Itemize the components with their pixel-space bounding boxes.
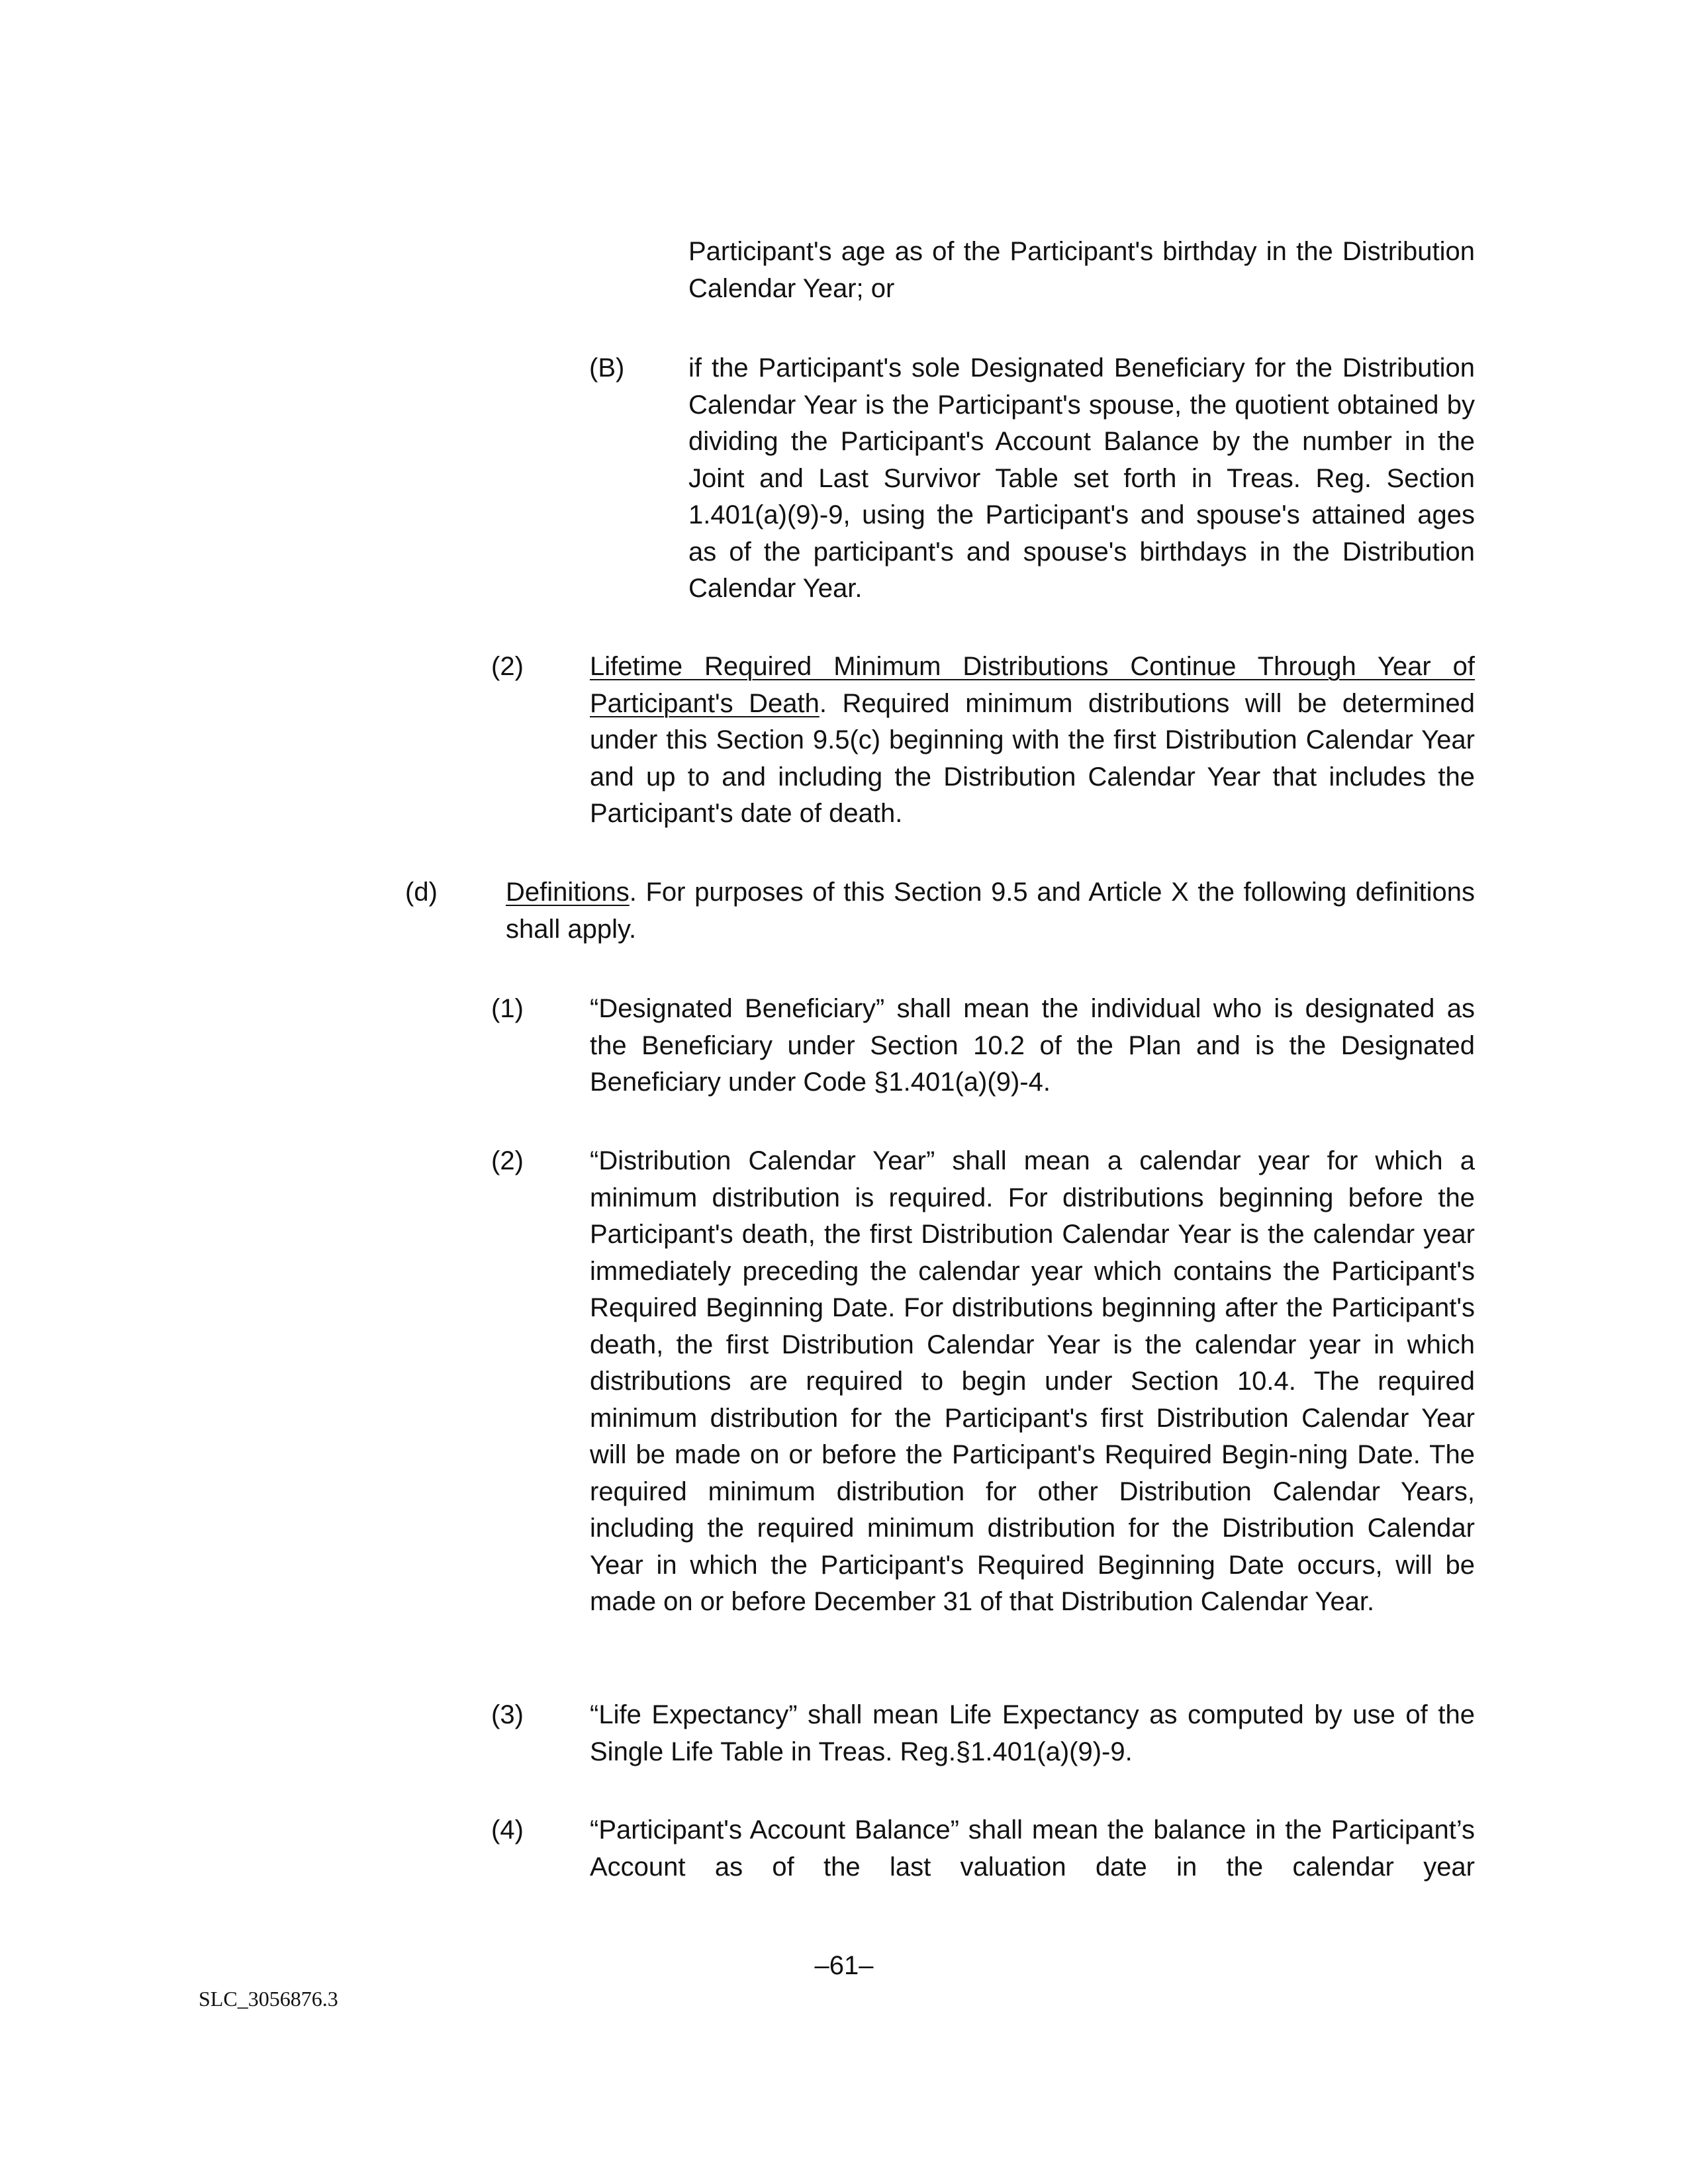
paragraph-text: if the Participant's sole Designated Beneficiary for the Distribution Calendar Year is the Participant's spouse, the quotient obtained by dividing the Participant's Account Balance by the number in the Joint and Last Survivor Table set forth in Treas. Reg. Section 1.401(a)(9)-9, using the Participant's and spouse's attained ages as of the participant's and spouse's birthdays in the Distribution Calendar Year. [688,353,1475,603]
document-id: SLC_3056876.3 [199,1987,338,2011]
paragraph-text: “Life Expectancy” shall mean Life Expectancy as computed by use of the Single Life Table in Treas. Reg.§1.401(a)(9)-9. [590,1700,1475,1766]
paragraph-heading: Definitions [506,878,630,907]
page-number: –61– [814,1951,874,1980]
paragraph-d [506,874,1475,948]
paragraph-a-continuation [688,234,1475,307]
paragraph-text: “Designated Beneficiary” shall mean the individual who is designated as the Beneficiary under Section 10.2 of the Plan and is the Designated Beneficiary under Code §1.401(a)(9)-4. [590,994,1475,1097]
item-label-d2: (2) [491,1146,524,1175]
paragraph-text [506,874,1475,948]
paragraph-text: “Participant's Account Balance” shall mean the balance in the Participant’s Account as of the last valuation date in the calendar year [590,1815,1475,1882]
item-label-b: (B) [589,353,625,383]
paragraph-d4 [590,1812,1475,1886]
item-label-d4: (4) [491,1815,524,1844]
paragraph-b [688,350,1475,608]
item-label-c2: (2) [491,652,524,681]
paragraph-d1 [590,991,1475,1101]
paragraph-d3 [590,1697,1475,1770]
paragraph-text [590,649,1475,833]
paragraph-text: Participant's age as of the Participant's birthday in the Distribution Calendar Year; or [688,237,1475,303]
paragraph-body: . Required minimum distributions will be determined under this Section 9.5(c) beginning with the first Distribution Calendar Year and up to and including the Distribution Calendar Year that includes the Participant's date of death. [590,688,1475,828]
paragraph-text: “Distribution Calendar Year” shall mean a calendar year for which a minimum distribution is required. For distributions beginning before the Participant's death, the first Distribution Calendar Year is the calendar year immediately preceding the calendar year which contains the Participant's Required Beginning Date. For distributions beginning after the Participant's death, the first Distribution Calendar Year is the calendar year in which distributions are required to begin under Section 10.4. The required minimum distribution for the Participant's first Distribution Calendar Year will be made on or before the Participant's Required Begin-ning Date. The required minimum distribution for other Distribution Calendar Years, including the required minimum distribution for the Distribution Calendar Year in which the Participant's Required Beginning Date occurs, will be made on or before December 31 of that Distribution Calendar Year. [590,1146,1475,1616]
paragraph-d2 [590,1143,1475,1621]
item-label-d1: (1) [491,994,524,1023]
item-label-d3: (3) [491,1700,524,1729]
paragraph-body: . For purposes of this Section 9.5 and Article X the following definitions shall apply. [506,878,1475,944]
paragraph-heading: Lifetime Required Minimum Distributions Continue Through Year of Participant's Death [590,652,1475,718]
paragraph-c2 [590,649,1475,833]
section-label-d: (d) [405,878,438,907]
